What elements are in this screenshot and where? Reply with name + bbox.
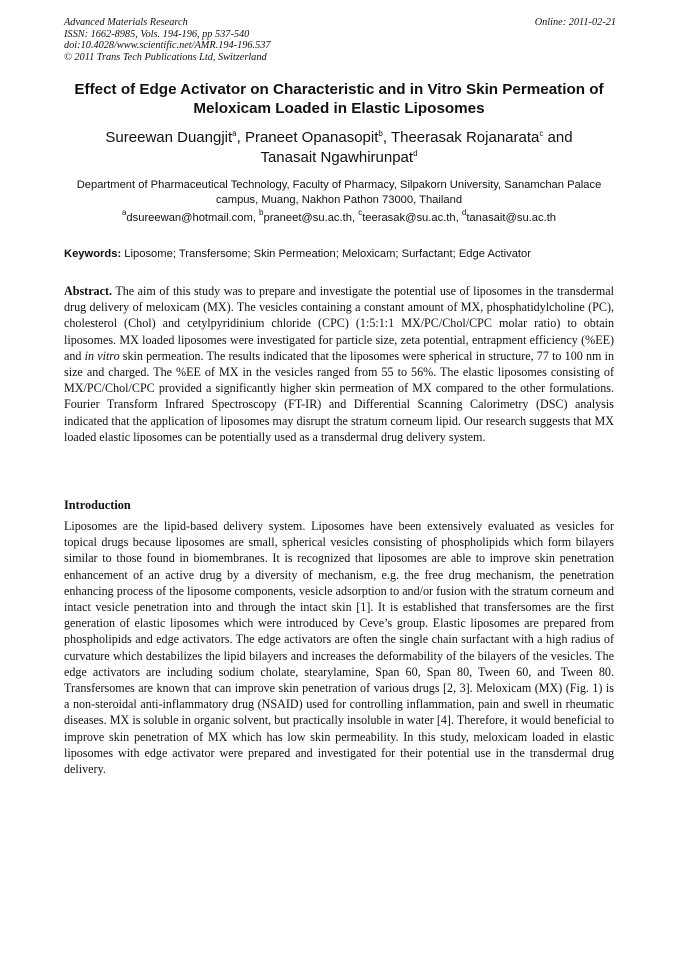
keywords (64, 247, 620, 261)
email-sup: b (259, 208, 264, 217)
email-sup: c (358, 208, 363, 217)
author-sep: , (236, 129, 245, 146)
author-sup: a (232, 129, 237, 138)
abstract-label: Abstract. (64, 284, 113, 298)
author-sup: b (378, 129, 383, 138)
issn-line: ISSN: 1662-8985, Vols. 194-196, pp 537-540 (64, 28, 250, 40)
abstract-text: The aim of this study was to prepare and investigate the potential use of liposomes in the transdermal drug delivery of meloxicam (MX). The vesicles containing a constant amount of MX, phosphatidylcholine (PC), cholesterol (Chol) and cetylpyridinium chloride (CPC) (1:5:1:1 MX/PC/Chol/CPC molar ratio) to obtain liposomes. MX loaded liposomes were investigated for particle size, zeta potential, entrapment efficiency (%EE) and (64, 284, 614, 363)
introduction-text: Liposomes are the lipid-based delivery system. Liposomes have been extensively evaluated as vesicles for topical drugs because liposomes are small, spherical vesicles consisting of phospholipids which form bilayers similar to those found in biomembranes. It is recognized that liposomes are able to improve skin penetration enhancement of an active drug by a diversity of mechanism, e.g. the free drug mechanism, the penetration enhancing process of the liposome components, vesicle adsorption to and/or fusion with the stratum corneum and intact vesicle penetration into and through the intact skin [1]. It is established that transfersomes are the first generation of elastic liposomes which were introduced by Ceve’s group. Elastic liposomes are prepared from phospholipids and edge activators. The edge activators are often the single chain surfactant with a high radius of curvature which destabilizes the lipid bilayers and increases the deformability of the bilayers of the vesicles. The edge activators are including sodium cholate, stearylamine, Span 60, Span 80, Tween 60, and Tween 80. Transfersomes are known that can improve skin penetration of various drugs [2, 3]. Meloxicam (MX) (Fig. 1) is a non-steroidal anti-inflammatory drug (NSAID) used for controlling inflammation, pain and swell in rheumatic diseases. MX is soluble in organic solvent, but practically insoluble in water [4]. Therefore, it would beneficial to improve skin penetration of MX which has low skin permeability. In this study, meloxicam loaded in elastic liposomes with edge activator were prepared and investigated for their potential use in the transdermal drug delivery. (64, 519, 614, 777)
journal-name: Advanced Materials Research (64, 17, 188, 28)
email-sup: d (461, 208, 467, 217)
email-sep: , (455, 212, 462, 224)
email-sep: , (252, 212, 260, 224)
author-list (60, 128, 618, 168)
abstract-text: skin permeation. The results indicated that the liposomes were spherical in structure, 77 to 100 nm in size and charged. The %EE of MX in the vesicles ranged from 55 to 56%. The elastic liposomes consisting of MX/PC/Chol/CPC provided a significantly higher skin permeation of MX compared to the other formulations. Fourier Transform Infrared Spectroscopy (FT-IR) and Differential Scanning Calorimetry (DSC) analysis indicated that the application of liposomes may disrupt the stratum corneum lipid. Our research suggests that MX loaded elastic liposomes can be potentially used as a transdermal drug delivery system. (64, 348, 614, 444)
keywords-label: Keywords: (64, 248, 122, 260)
email-address: praneet@su.ac.th (263, 212, 352, 224)
email-sup: a (121, 208, 127, 217)
abstract (64, 283, 614, 445)
author-sep: and (543, 129, 573, 146)
author-name: Sureewan Duangjit (105, 129, 233, 146)
email-sep: , (351, 212, 359, 224)
journal-header (64, 17, 616, 63)
author-sup: c (539, 129, 544, 138)
author-name: Theerasak Rojanarata (390, 129, 540, 146)
author-name: Praneet Opanasopit (244, 129, 379, 146)
abstract-italic: in vitro (84, 348, 120, 363)
online-date: Online: 2011-02-21 (534, 17, 616, 28)
doi-line: doi:10.4028/www.scientific.net/AMR.194-196.537 (64, 40, 271, 51)
copyright-line: © 2011 Trans Tech Publications Ltd, Switzerland (64, 51, 267, 63)
author-sep: , (382, 129, 391, 146)
email-address: dsureewan@hotmail.com (126, 212, 253, 224)
email-list (60, 208, 618, 225)
email-address: teerasak@su.ac.th (362, 212, 456, 224)
paper-title: Effect of Edge Activator on Characteristic and in Vitro Skin Permeation of Meloxicam Loaded in Elastic Liposomes (74, 81, 604, 117)
affiliation: Department of Pharmaceutical Technology, Faculty of Pharmacy, Silpakorn University, Sanamchan Palace campus, Muang, Nakhon Pathon 73000, Thailand (76, 179, 602, 206)
author-sup: d (413, 149, 418, 158)
author-name: Tanasait Ngawhirunpat (260, 149, 414, 166)
introduction-heading: Introduction (64, 498, 131, 512)
email-address: tanasait@su.ac.th (466, 212, 557, 224)
keywords-text: Liposome; Transfersome; Skin Permeation; Meloxicam; Surfactant; Edge Activator (121, 248, 531, 260)
